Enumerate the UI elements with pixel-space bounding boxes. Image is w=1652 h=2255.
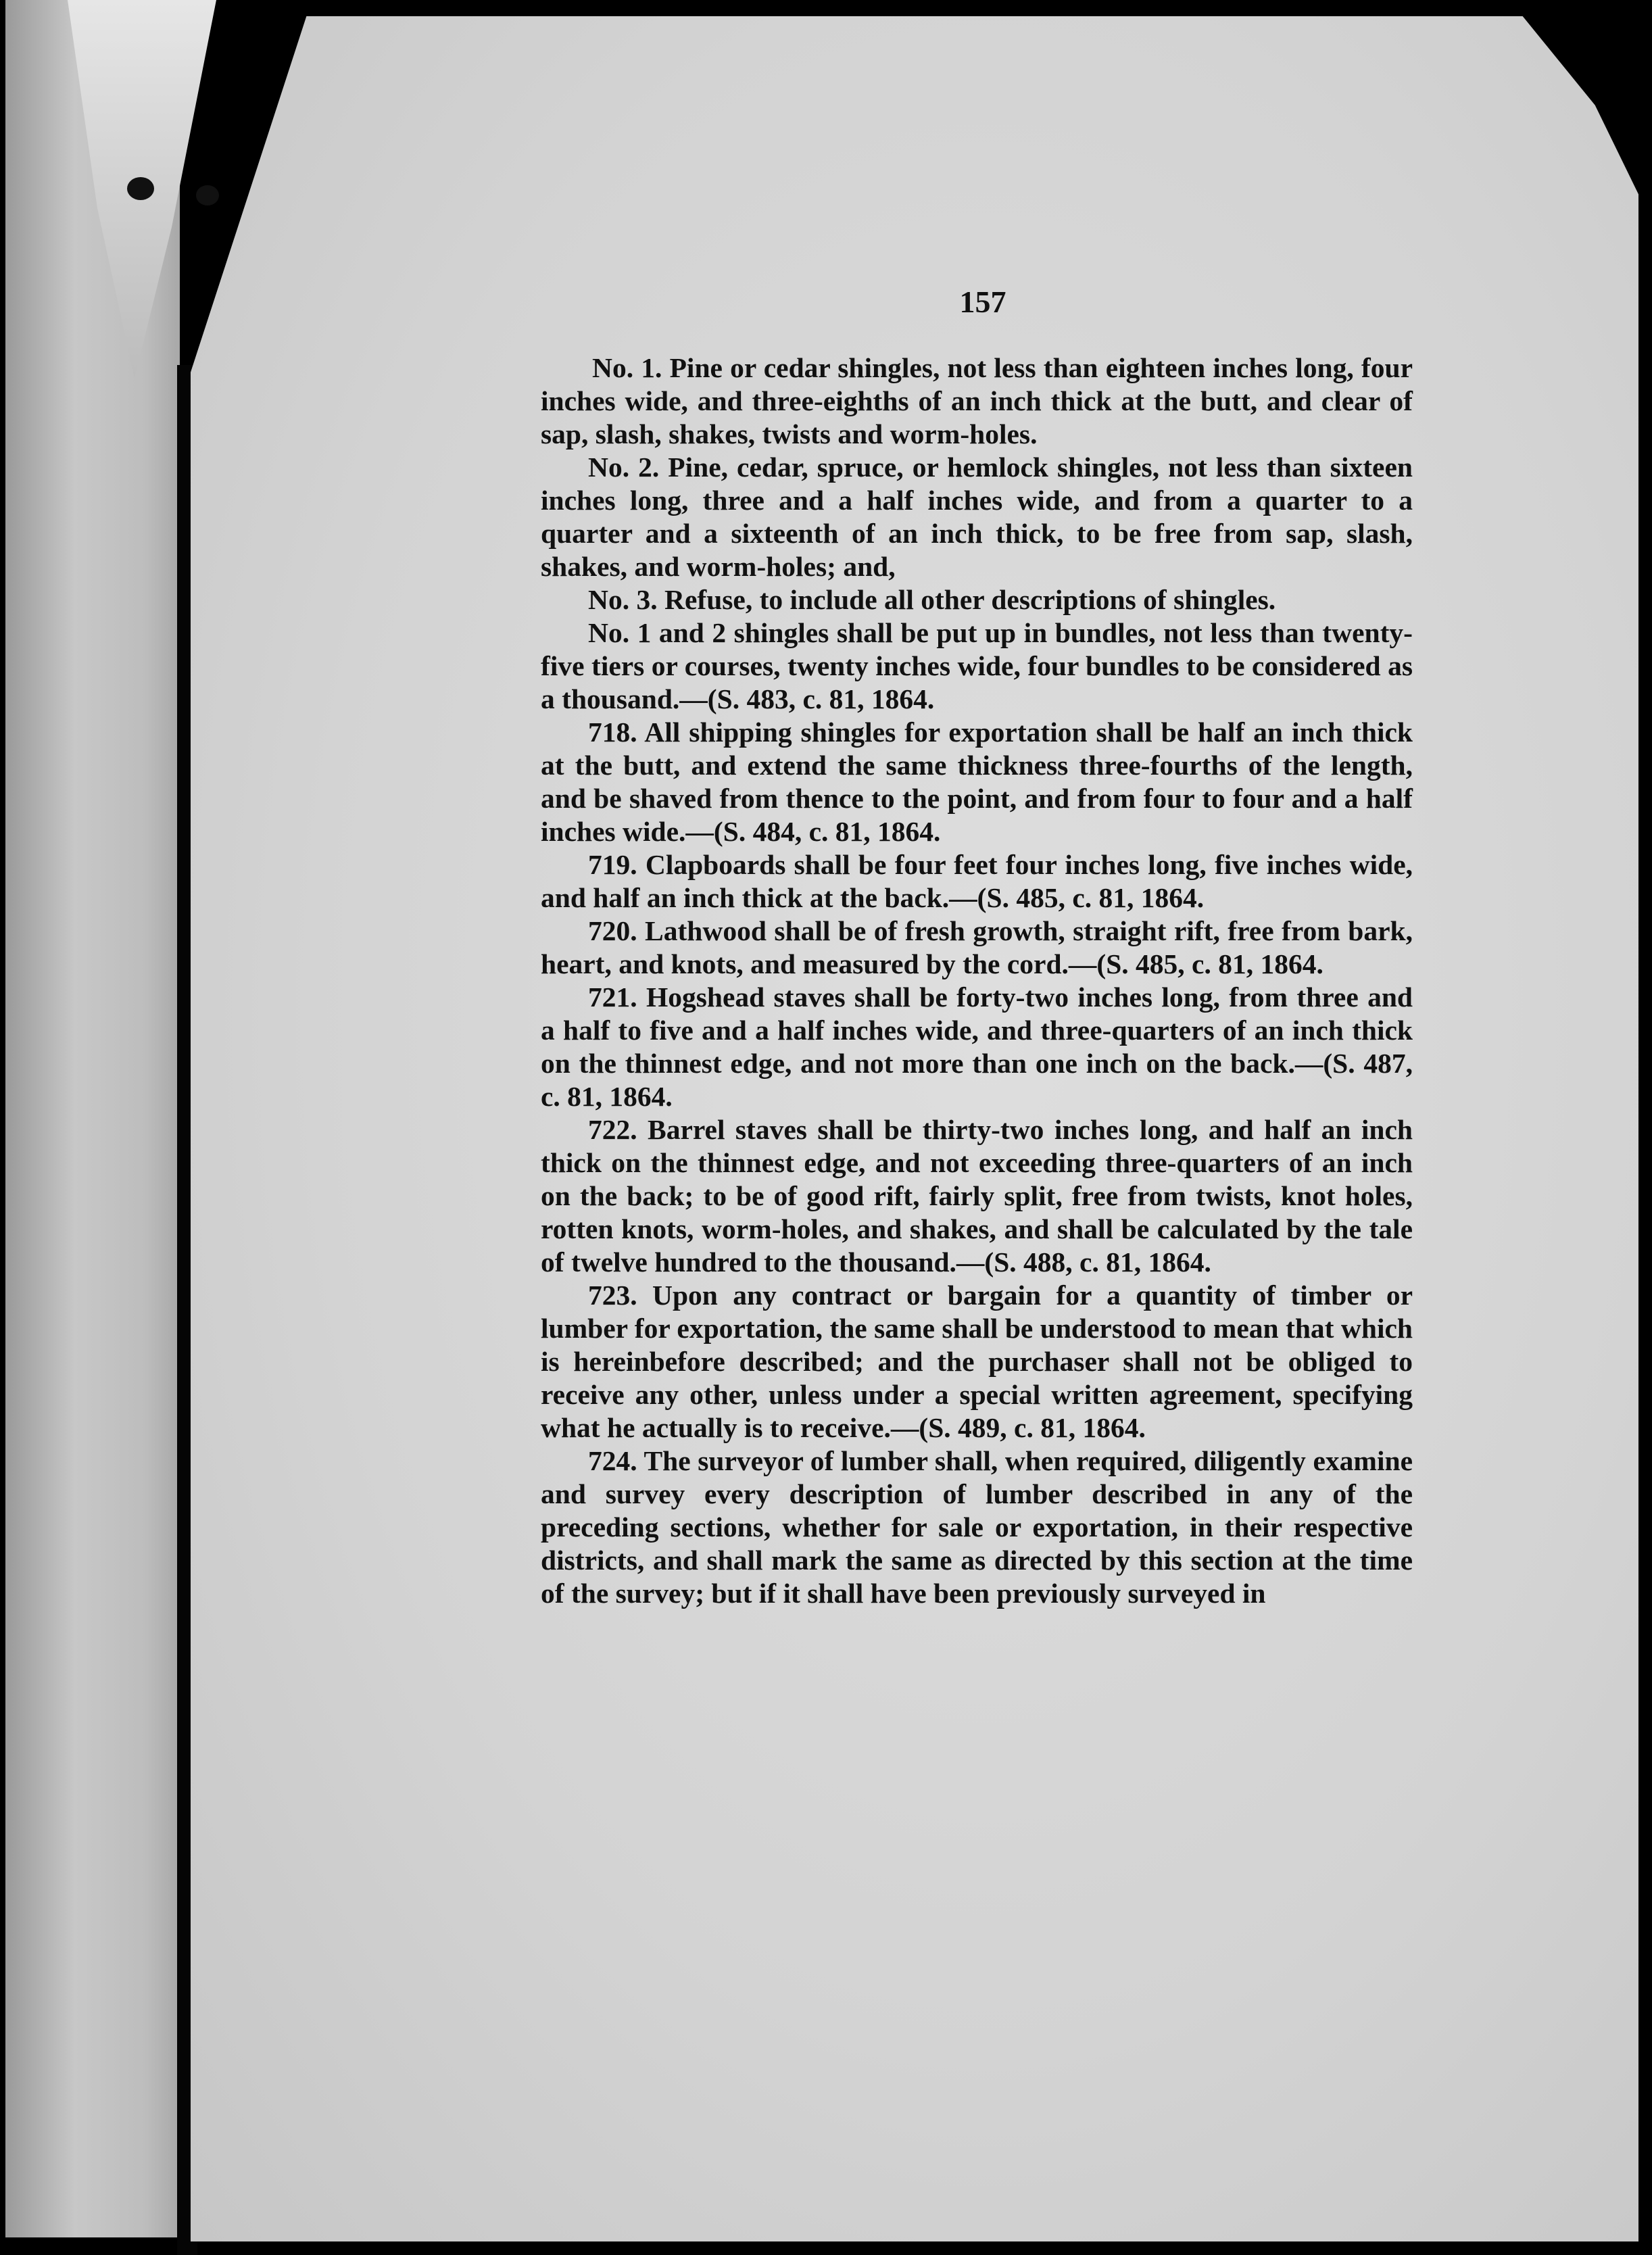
paragraph-text: The surveyor of lumber shall, when required, diligently examine and survey every description of lumber described in any of the preceding sections, whether for sale or exportation, in their respective districts, and shall mark the same as directed by this section at the time of the survey; but if it shall have been previously surveyed in bbox=[541, 1445, 1413, 1609]
paragraph-text: Pine, cedar, spruce, or hemlock shingles, not less than sixteen inches long, three and a half inches wide, and from a quarter to a quarter and a sixteenth of an inch thick, to be free from sap, slash, shakes, and worm-holes; and, bbox=[541, 452, 1413, 582]
paragraph-text: No. 1 and 2 shingles shall be put up in bundles, not less than twenty-five tiers or courses, twenty inches wide, four bundles to be considered as a thousand.—(S. 483, c. 81, 1864. bbox=[541, 617, 1413, 714]
section-number: 720. bbox=[588, 915, 637, 946]
paragraph-section-718 bbox=[541, 716, 1413, 848]
binding-hole bbox=[196, 185, 219, 205]
paragraph-lead: No. 1. bbox=[592, 352, 662, 383]
paragraph-section-719 bbox=[541, 848, 1413, 915]
page-body bbox=[541, 351, 1413, 1610]
paragraph-lead: No. 3. bbox=[588, 584, 658, 615]
paragraph-text: Upon any contract or bargain for a quantity of timber or lumber for exportation, the same shall be understood to mean that which is hereinbefore described; and the purchaser shall not be obliged to receive any other, unless under a special written agreement, specifying what he actually is to receive.—(S. 489, c. 81, 1864. bbox=[541, 1280, 1413, 1443]
paragraph-lead: No. 2. bbox=[588, 452, 660, 483]
binding-hole bbox=[127, 177, 154, 200]
paragraph-section-721 bbox=[541, 981, 1413, 1113]
paragraph-text: Barrel staves shall be thirty-two inches long, and half an inch thick on the thinnest edge, and not exceeding three-quarters of an inch on the back; to be of good rift, fairly split, free from twists, knot holes, rotten knots, worm-holes, and shakes, and shall be calculated by the tale of twelve hundred to the thousand.—(S. 488, c. 81, 1864. bbox=[541, 1114, 1413, 1278]
paragraph-section-720 bbox=[541, 915, 1413, 981]
section-number: 719. bbox=[588, 849, 637, 880]
section-number: 718. bbox=[588, 717, 637, 748]
paragraph-section-723 bbox=[541, 1279, 1413, 1445]
paragraph bbox=[541, 451, 1413, 583]
paragraph-text: Clapboards shall be four feet four inches long, five inches wide, and half an inch thick at the back.—(S. 485, c. 81, 1864. bbox=[541, 849, 1413, 913]
paragraph-section-724 bbox=[541, 1445, 1413, 1610]
paragraph bbox=[541, 616, 1413, 716]
section-number: 722. bbox=[588, 1114, 637, 1145]
page-number: 157 bbox=[959, 285, 1006, 319]
paragraph-text: All shipping shingles for exportation shall be half an inch thick at the butt, and extend the same thickness three-fourths of the length, and be shaved from thence to the point, and from four to four and a half inches wide.—(S. 484, c. 81, 1864. bbox=[541, 717, 1413, 847]
paragraph-text: Lathwood shall be of fresh growth, straight rift, free from bark, heart, and knots, and measured by the cord.—(S. 485, c. 81, 1864. bbox=[541, 915, 1413, 979]
paragraph-text: Refuse, to include all other descriptions of shingles. bbox=[657, 584, 1276, 615]
paragraph-text: Pine or cedar shingles, not less than eighteen inches long, four inches wide, and three-eighths of an inch thick at the butt, and clear of sap, slash, shakes, twists and worm-holes. bbox=[541, 352, 1413, 450]
section-number: 723. bbox=[588, 1280, 637, 1311]
previous-page-edge bbox=[5, 0, 180, 2237]
paragraph bbox=[541, 351, 1413, 451]
section-number: 721. bbox=[588, 981, 637, 1013]
paragraph bbox=[541, 583, 1413, 616]
section-number: 724. bbox=[588, 1445, 637, 1476]
paragraph-section-722 bbox=[541, 1113, 1413, 1279]
paragraph-text: Hogshead staves shall be forty-two inches long, from three and a half to five and a half inches wide, and three-quarters of an inch thick on the thinnest edge, and not more than one inch on the back.—(S. 487, c. 81, 1864. bbox=[541, 981, 1413, 1112]
